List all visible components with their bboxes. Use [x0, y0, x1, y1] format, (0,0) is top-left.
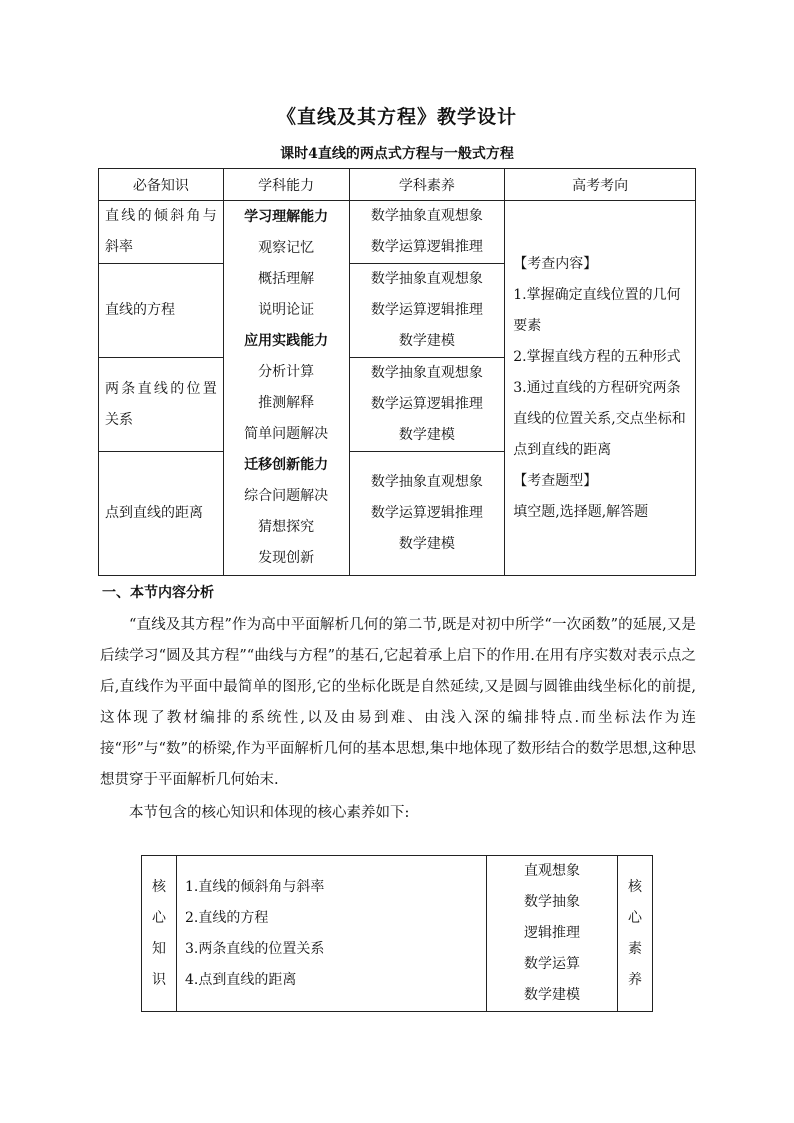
ability-item: 观察记忆 — [258, 240, 315, 256]
ability-item: 简单问题解决 — [244, 426, 329, 442]
knowledge-item: 3.两条直线的位置关系 — [185, 940, 325, 957]
document-title: 《直线及其方程》教学设计 — [276, 106, 517, 128]
table-row — [142, 856, 653, 1012]
literacy-line: 数学抽象直观想象 — [370, 474, 483, 490]
exam-types: 填空题,选择题,解答题 — [513, 503, 649, 520]
ability-item: 分析计算 — [258, 364, 315, 380]
header-exam: 高考考向 — [505, 169, 696, 201]
literacy-line: 数学抽象直观想象 — [370, 208, 483, 224]
knowledge-item: 1.直线的倾斜角与斜率 — [185, 878, 325, 895]
exam-cell — [505, 201, 696, 576]
table-row — [99, 201, 696, 264]
core-summary-table — [141, 855, 653, 1012]
ability-item: 猜想探究 — [258, 519, 315, 535]
knowledge-item: 4.点到直线的距离 — [185, 971, 297, 988]
ability-item: 说明论证 — [258, 302, 315, 318]
literacy-line: 数学运算逻辑推理 — [370, 505, 483, 521]
section-paragraph-2: 本节包含的核心知识和体现的核心素养如下: — [129, 805, 410, 821]
exam-item: 3.通过直线的方程研究两条直线的位置关系,交点坐标和点到直线的距离 — [513, 379, 686, 458]
literacy-item: 逻辑推理 — [524, 925, 580, 941]
core-knowledge-label — [142, 856, 177, 1012]
knowledge-position: 两条直线的位置关系 — [105, 380, 217, 428]
literacy-line: 数学建模 — [398, 536, 455, 552]
literacy-cell — [349, 452, 505, 576]
ability-cell — [223, 201, 349, 576]
knowledge-equation: 直线的方程 — [105, 302, 175, 318]
literacy-line: 数学抽象直观想象 — [370, 271, 483, 287]
header-ability: 学科能力 — [223, 169, 349, 201]
label-char: 养 — [628, 971, 642, 988]
exam-item: 1.掌握确定直线位置的几何要素 — [513, 286, 681, 334]
literacy-line: 数学抽象直观想象 — [370, 365, 483, 381]
exam-content-heading: 【考查内容】 — [513, 255, 598, 272]
literacy-cell — [349, 264, 505, 358]
overview-table-header-row — [99, 169, 696, 201]
section-paragraph: “直线及其方程”作为高中平面解析几何的第二节,既是对初中所学“一次函数”的延展,又是后续学习“圆及其方程”“曲线与方程”的基石,它起着承上启下的作用.在用有序实数对表示点之后,直线作为平面中最简单的图形,它的坐标化既是自然延续,又是圆与圆锥曲线坐标化的前提,这体现了教材编排的系统性,以及由易到难、由浅入深的编排特点.而坐标法作为连接“形”与“数”的桥梁,作为平面解析几何的基本思想,集中地体现了数形结合的数学思想,这种思想贯穿于平面解析几何始末. — [100, 617, 696, 788]
knowledge-distance: 点到直线的距离 — [105, 505, 203, 521]
ability-item: 综合问题解决 — [244, 488, 329, 504]
literacy-item: 数学建模 — [524, 987, 580, 1003]
core-literacy-label — [618, 856, 653, 1012]
section-heading: 一、本节内容分析 — [102, 585, 214, 601]
literacy-item: 数学抽象 — [524, 894, 580, 910]
label-char: 心 — [628, 909, 642, 926]
ability-item: 发现创新 — [258, 550, 315, 566]
header-literacy: 学科素养 — [349, 169, 505, 201]
literacy-line: 数学运算逻辑推理 — [370, 396, 483, 412]
core-literacy-list — [487, 856, 618, 1012]
knowledge-item: 2.直线的方程 — [185, 909, 269, 926]
knowledge-cell — [99, 264, 224, 358]
literacy-line: 数学运算逻辑推理 — [370, 239, 483, 255]
literacy-line: 数学建模 — [398, 427, 455, 443]
literacy-item: 数学运算 — [524, 956, 580, 972]
exam-item: 2.掌握直线方程的五种形式 — [513, 348, 681, 365]
ability-item: 应用实践能力 — [244, 333, 329, 349]
label-char: 素 — [628, 940, 642, 957]
label-char: 核 — [628, 878, 642, 895]
literacy-line: 数学运算逻辑推理 — [370, 302, 483, 318]
knowledge-slope: 直线的倾斜角与斜率 — [105, 208, 217, 255]
label-char: 识 — [152, 971, 166, 988]
knowledge-cell — [99, 358, 224, 452]
ability-item: 迁移创新能力 — [244, 457, 329, 473]
literacy-item: 直观想象 — [524, 863, 580, 879]
exam-type-heading: 【考查题型】 — [513, 472, 598, 489]
header-knowledge: 必备知识 — [99, 169, 224, 201]
literacy-cell — [349, 358, 505, 452]
label-char: 心 — [152, 909, 166, 926]
core-knowledge-list — [177, 856, 487, 1012]
overview-table — [98, 168, 696, 576]
knowledge-cell — [99, 201, 224, 264]
label-char: 知 — [152, 940, 166, 957]
ability-item: 推测解释 — [258, 395, 315, 411]
ability-item: 学习理解能力 — [244, 209, 329, 225]
document-subtitle: 课时4直线的两点式方程与一般式方程 — [280, 146, 514, 162]
literacy-cell — [349, 201, 505, 264]
knowledge-cell — [99, 452, 224, 576]
literacy-line: 数学建模 — [398, 333, 455, 349]
label-char: 核 — [152, 878, 166, 895]
ability-item: 概括理解 — [258, 271, 315, 287]
